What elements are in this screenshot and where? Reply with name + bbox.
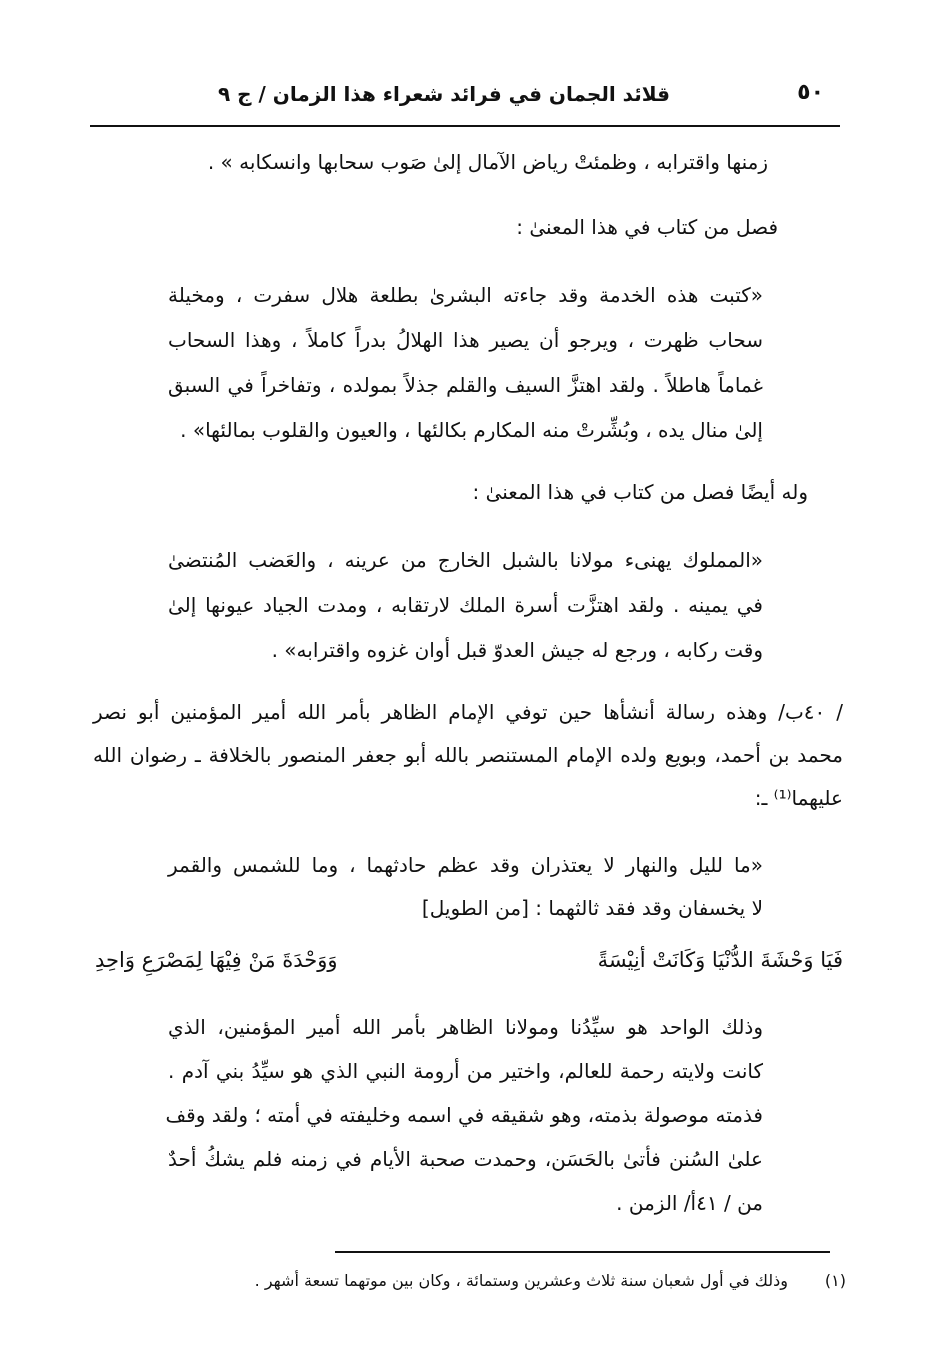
section-heading: فصل من كتاب في هذا المعنىٰ :: [516, 215, 778, 239]
page-header: [92, 70, 846, 116]
quote-line: سحاب ظهرت ، ويرجو أن يصير هذا الهلالُ بدراً كاملاً ، وهذا السحاب: [168, 328, 763, 352]
paragraph-line: من / ٤١أ/ الزمن .: [616, 1191, 763, 1215]
paragraph-line: فذمته موصولة بذمته، وهو شقيقه في اسمه وخليفته في أمته ؛ ولقد وقف: [165, 1103, 763, 1127]
verse-first-hemistich: فَيَا وَحْشَةَ الدُّنْيَا وَكَانَتْ أنِيْسَةً: [597, 948, 843, 972]
section-heading: وله أيضًا فصل من كتاب في هذا المعنىٰ :: [472, 480, 808, 504]
running-title: قلائد الجمان في فرائد شعراء هذا الزمان / ج ٩: [217, 82, 671, 106]
verse-second-hemistich: وَوَحْدَةَ مَنْ فِيْهَا لِمَصْرَعِ وَاحِدِ: [95, 948, 338, 972]
paragraph-line: وذلك الواحد هو سيِّدُنا ومولانا الظاهر بأمر الله أمير المؤمنين، الذي: [168, 1015, 763, 1039]
paragraph-line: علىٰ السُنن فأتىٰ بالحَسَن، وحمدت صحبة الأيام في زمنه فلم يشكُ أحدٌ: [168, 1147, 763, 1171]
quote-line: إلىٰ منال يده ، وبُشِّرتْ منه المكارم بكالئها ، والعيون والقلوب بمالئها» .: [180, 418, 763, 442]
footnote-rule: [335, 1251, 830, 1253]
page-number: ٥٠: [797, 80, 824, 105]
header-rule: [90, 125, 840, 127]
paragraph-line: محمد بن أحمد، وبويع ولده الإمام المستنصر بالله أبو جعفر المنصور بالخلافة ـ رضوان الله: [93, 743, 843, 767]
quote-line: لا يخسفان وقد فقد ثالثهما : [من الطويل]: [421, 896, 763, 920]
footnote-text: وذلك في أول شعبان سنة ثلاث وعشرين وستمائة ، وكان بين موتهما تسعة أشهر .: [254, 1271, 788, 1290]
paragraph-line: عليهما⁽¹⁾ ـ:: [754, 786, 843, 810]
quote-line: «المملوك يهنىء مولانا بالشبل الخارج من عرينه ، والعَضب المُنتضىٰ: [168, 548, 763, 572]
quote-line: في يمينه . ولقد اهتزَّت أسرة الملك لارتقابه ، ومدت الجياد عيونها إلىٰ: [168, 593, 763, 617]
paragraph-line: زمنها واقترابه ، وظمئتْ رياض الآمال إلىٰ صَوب سحابها وانسكابه » .: [207, 150, 768, 174]
footnote-number: (١): [824, 1271, 846, 1290]
quote-line: «كتبت هذه الخدمة وقد جاءته البشرىٰ بطلعة هلال سفرت ، ومخيلة: [168, 283, 763, 307]
paragraph-line: كانت ولايته رحمة للعالم، واختير من أرومة النبي الذي هو سيِّدُ بني آدم .: [168, 1059, 763, 1083]
quote-line: غماماً هاطلاً . ولقد اهتزَّ السيف والقلم جذلاً بمولده ، وتفاخراً في السبق: [168, 373, 763, 397]
paragraph-line: / ٤٠ب/ وهذه رسالة أنشأها حين توفي الإمام الظاهر بأمر الله أمير المؤمنين أبو نصر: [93, 700, 843, 724]
quote-line: «ما لليل والنهار لا يعتذران وقد عظم حادثهما ، وما للشمس والقمر: [168, 853, 763, 877]
quote-line: وقت ركابه ، ورجع له جيش العدوّ قبل أوان غزوه واقترابه» .: [271, 638, 763, 662]
